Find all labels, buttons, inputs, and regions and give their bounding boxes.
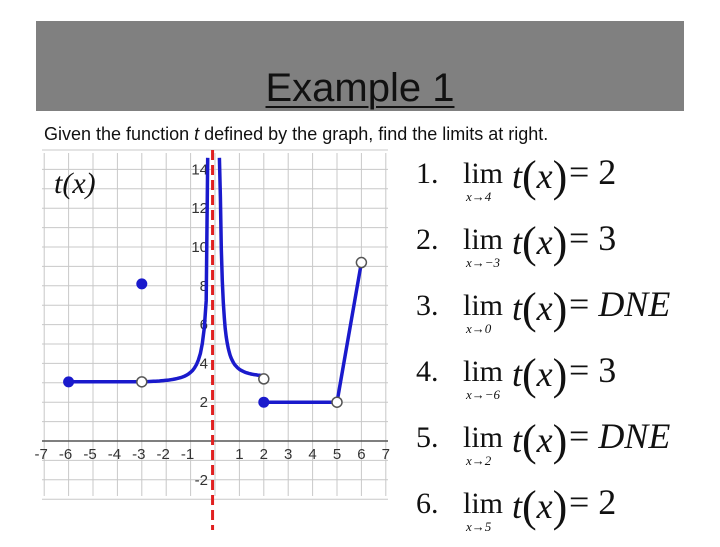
limit-operator: lim <box>463 223 504 256</box>
subtitle-before: Given the function <box>44 124 195 144</box>
limit-value: = DNE <box>569 284 671 324</box>
y-tick-label: 4 <box>199 355 208 373</box>
limit-subscript: x→−6 <box>466 387 501 402</box>
closed-point-x-neg6 <box>63 376 74 387</box>
answer-number: 5. <box>416 421 439 454</box>
closed-point-x-2-lower <box>258 397 269 408</box>
limit-value: = 2 <box>569 482 617 522</box>
x-tick-label: -4 <box>107 446 122 463</box>
open-point-x-2-upper <box>259 374 269 384</box>
open-point-x-neg3 <box>137 377 147 387</box>
limit-subscript: x→0 <box>466 321 492 336</box>
open-point-x-5 <box>332 397 342 407</box>
limit-subscript: x→5 <box>466 519 492 534</box>
x-tick-label: -1 <box>180 446 195 463</box>
x-tick-label: 1 <box>235 446 244 463</box>
function-label: t(x) <box>54 167 96 200</box>
limit-operator: lim <box>463 487 504 520</box>
limit-expression: t(x) <box>512 284 568 333</box>
y-tick-label: 8 <box>199 277 208 295</box>
limit-operator: lim <box>463 157 504 190</box>
answer-number: 3. <box>416 289 439 322</box>
subtitle-var: t <box>194 124 200 144</box>
limit-expression: t(x) <box>512 350 568 399</box>
closed-point-x-neg3-high <box>136 278 147 289</box>
x-tick-label: 6 <box>357 446 366 463</box>
y-tick-label: 14 <box>191 161 208 179</box>
y-tick-label: -2 <box>194 471 208 489</box>
x-tick-label: -6 <box>58 446 73 463</box>
y-tick-label: 10 <box>191 239 208 256</box>
slide-title: Example 1 <box>265 66 455 110</box>
limit-expression: t(x) <box>512 218 568 267</box>
answer-number: 6. <box>416 487 439 520</box>
limit-subscript: x→2 <box>466 453 492 468</box>
x-tick-label: 3 <box>284 446 293 463</box>
limit-value: = 3 <box>569 350 617 390</box>
limit-value: = DNE <box>569 416 671 456</box>
x-tick-label: 5 <box>332 446 342 463</box>
open-point-x-6 <box>356 258 366 268</box>
y-tick-label: 6 <box>199 316 208 334</box>
limit-subscript: x→−3 <box>466 255 501 270</box>
x-tick-label: -3 <box>132 446 146 463</box>
answer-number: 1. <box>416 157 439 190</box>
x-tick-label: -2 <box>156 446 170 463</box>
answer-number: 2. <box>416 223 439 256</box>
limit-subscript: x→4 <box>466 189 492 204</box>
answer-number: 4. <box>416 355 439 388</box>
x-tick-label: 2 <box>259 446 268 463</box>
limit-operator: lim <box>463 421 504 454</box>
x-tick-label: 7 <box>381 446 390 463</box>
y-tick-label: 12 <box>191 200 208 218</box>
subtitle-after: defined by the graph, find the limits at right. <box>199 124 549 144</box>
limit-value: = 3 <box>569 218 617 258</box>
limit-value: = 2 <box>569 152 617 192</box>
limit-expression: t(x) <box>512 416 568 465</box>
x-tick-label: 4 <box>308 446 317 463</box>
limit-operator: lim <box>463 355 504 388</box>
y-tick-label: 2 <box>199 394 208 412</box>
limit-operator: lim <box>463 289 504 322</box>
x-tick-label: -7 <box>34 446 48 463</box>
limit-expression: t(x) <box>512 152 568 201</box>
x-tick-label: -5 <box>83 446 97 463</box>
limit-expression: t(x) <box>512 482 568 531</box>
